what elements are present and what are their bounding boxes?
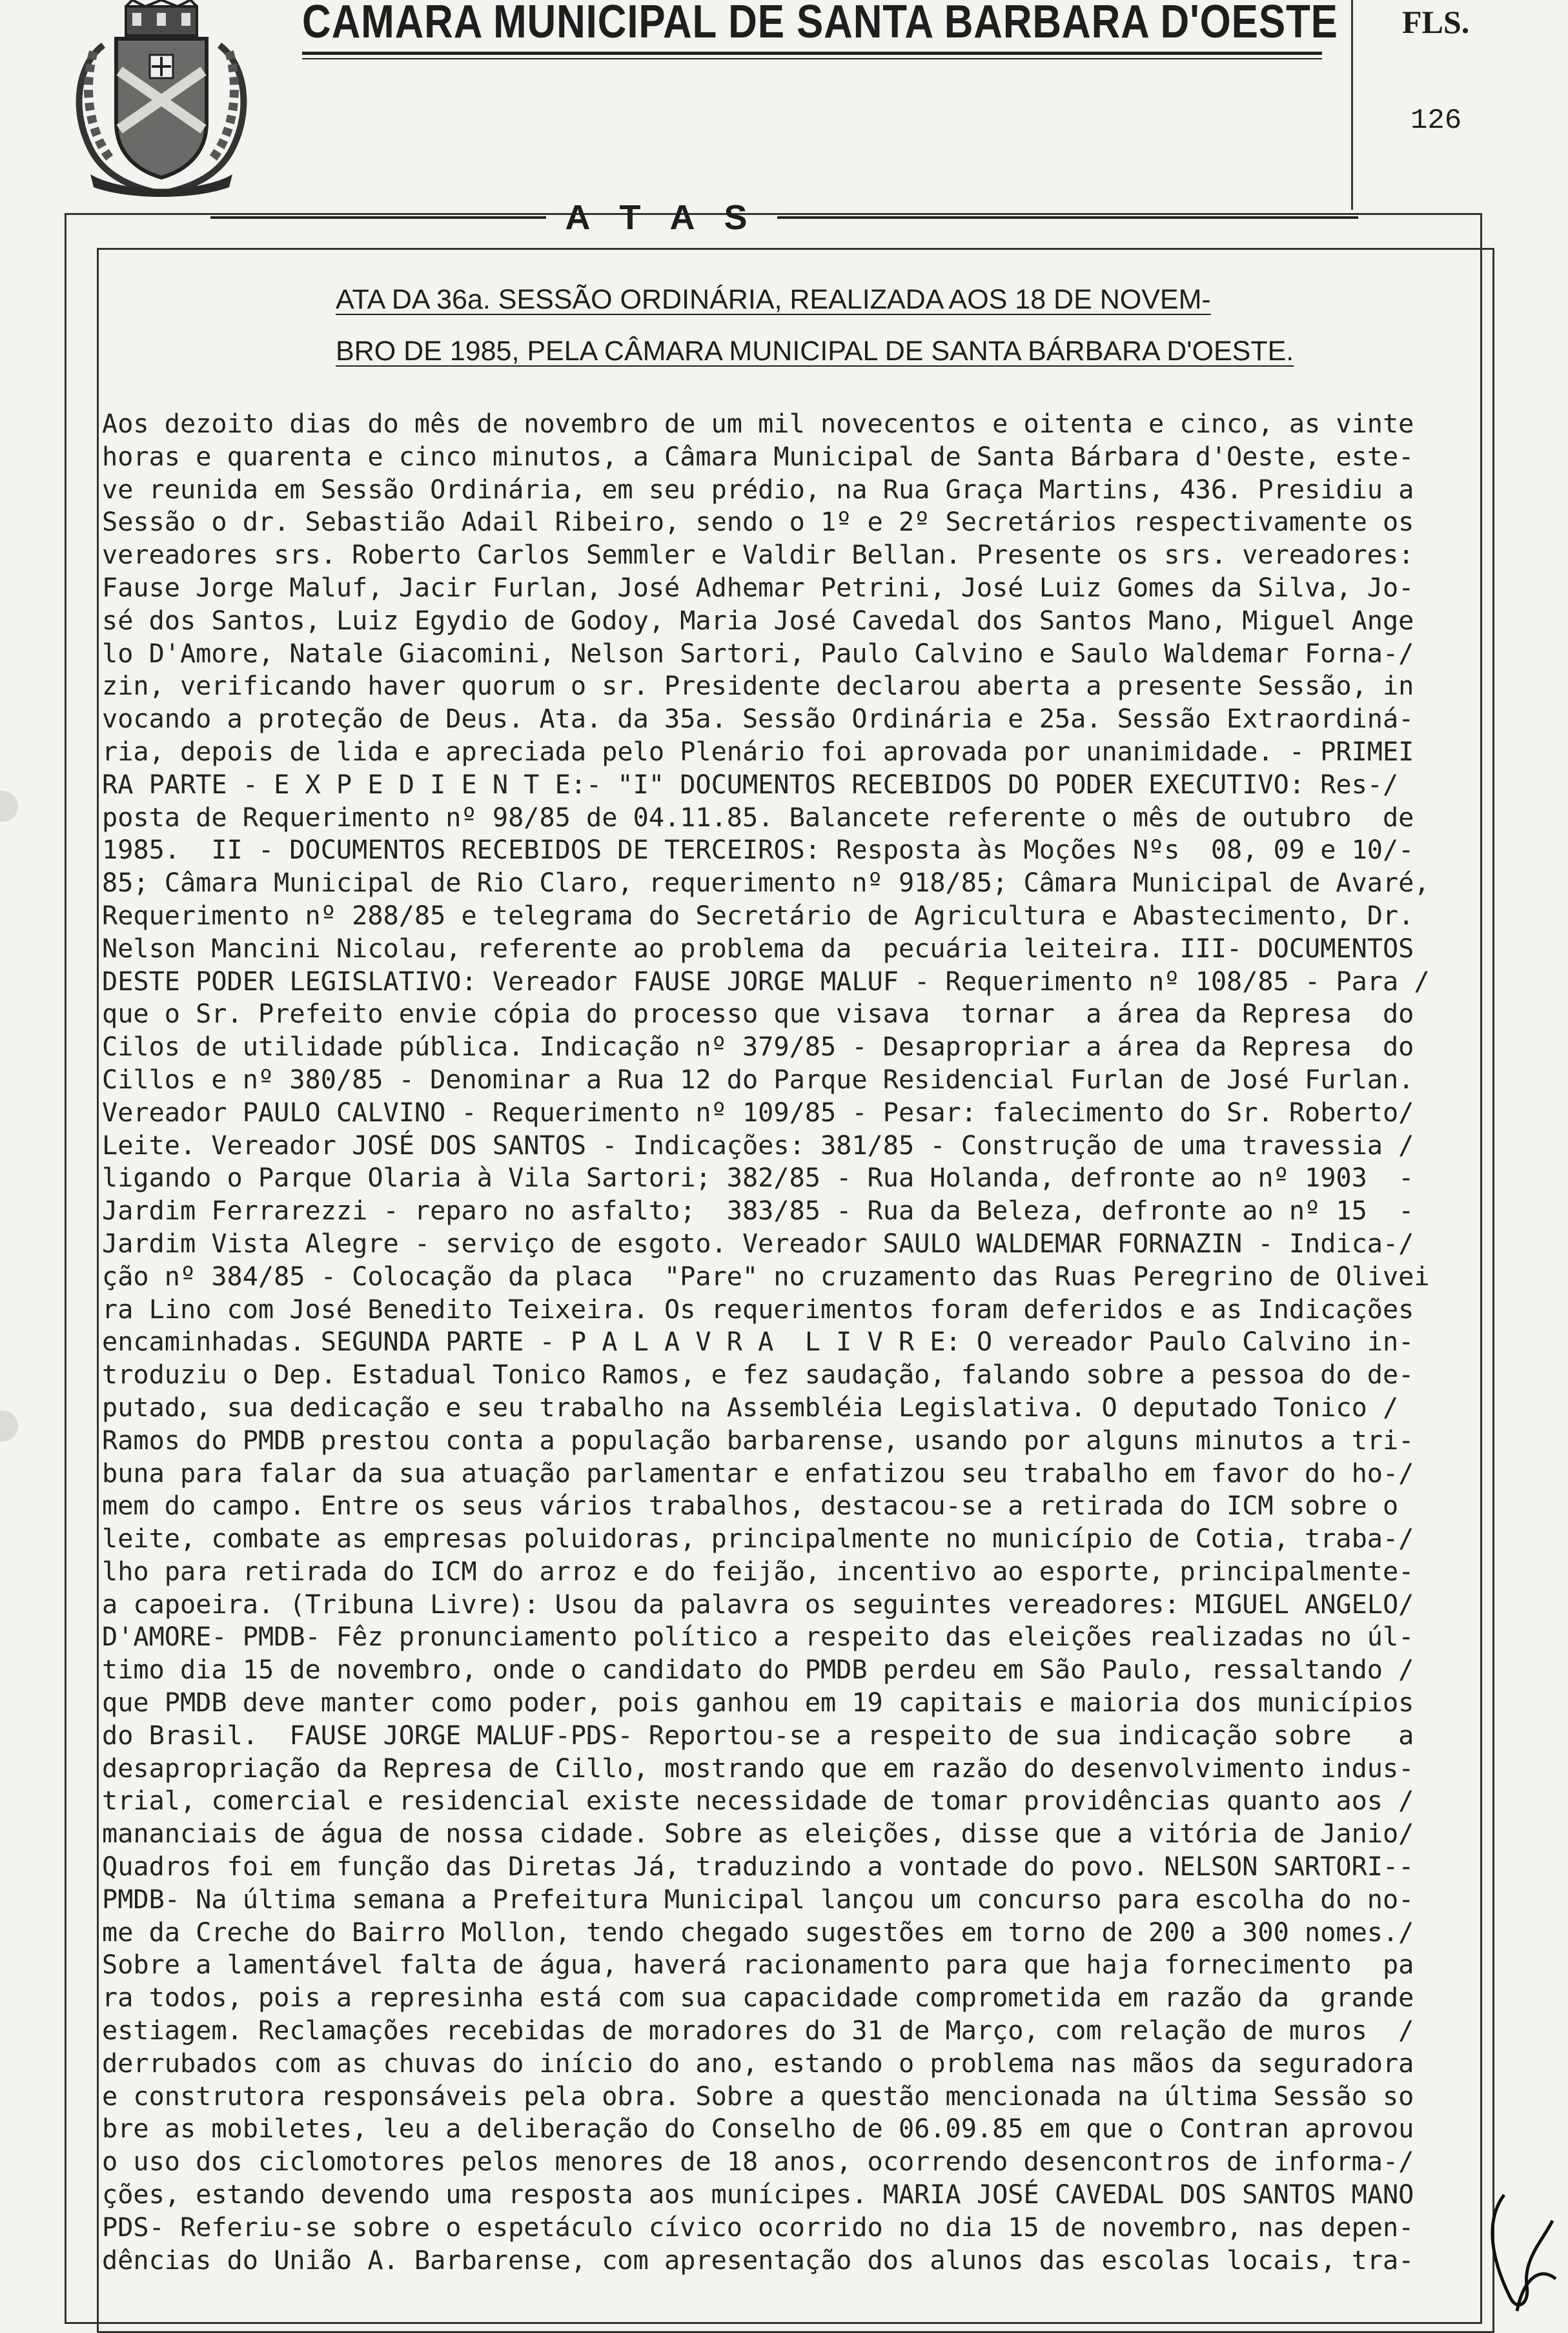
minutes-line: Aos dezoito dias do mês de novembro de um mil novecentos e oitenta e cinco, as vinte xyxy=(102,409,1414,439)
municipal-crest-icon xyxy=(65,0,258,197)
minutes-line: lho para retirada do ICM do arroz e do feijão, incentivo ao esporte, principalmente- xyxy=(102,1556,1414,1587)
minutes-line: PDS- Referiu-se sobre o espetáculo cívico ocorrido no dia 15 de novembro, nas depen- xyxy=(102,2212,1414,2243)
handwritten-signature xyxy=(1478,2182,1562,2316)
minutes-line: que PMDB deve manter como poder, pois ganhou em 19 capitais e maioria dos municípios xyxy=(102,1688,1414,1718)
section-title-text: A T A S xyxy=(565,198,758,237)
minutes-line: e construtora responsáveis pela obra. Sobre a questão mencionada na última Sessão so xyxy=(102,2081,1414,2112)
minutes-line: Nelson Mancini Nicolau, referente ao problema da pecuária leiteira. III- DOCUMENTOS xyxy=(102,933,1414,964)
minutes-heading-line: ATA DA 36a. SESSÃO ORDINÁRIA, REALIZADA AOS 18 DE NOVEM- xyxy=(336,284,1211,315)
minutes-line: Ramos do PMDB prestou conta a população barbarense, usando por alguns minutos a tri- xyxy=(102,1425,1414,1456)
minutes-line: trial, comercial e residencial existe necessidade de tomar providências quanto aos / xyxy=(102,1786,1414,1817)
minutes-line: Sessão o dr. Sebastião Adail Ribeiro, sendo o 1º e 2º Secretários respectivamente os xyxy=(102,507,1414,538)
header-divider xyxy=(1351,0,1353,210)
minutes-line: PMDB- Na última semana a Prefeitura Municipal lançou um concurso para escolha do no- xyxy=(102,1884,1414,1915)
minutes-line: Quadros foi em função das Diretas Já, traduzindo a vontade do povo. NELSON SARTORI-- xyxy=(102,1852,1414,1882)
section-rule-right xyxy=(777,216,1358,219)
minutes-line: estiagem. Reclamações recebidas de moradores do 31 de Março, com relação de muros / xyxy=(102,2016,1414,2046)
chamber-name-header: CAMARA MUNICIPAL DE SANTA BARBARA D'OESTE xyxy=(302,0,1338,48)
minutes-line: Cilos de utilidade pública. Indicação nº 379/85 - Desapropriar a área da Represa do xyxy=(102,1032,1414,1063)
minutes-heading xyxy=(336,274,1317,377)
minutes-line: vereadores srs. Roberto Carlos Semmler e Valdir Bellan. Presente os srs. vereadores: xyxy=(102,540,1414,571)
minutes-line: lo D'Amore, Natale Giacomini, Nelson Sartori, Paulo Calvino e Saulo Waldemar Forna-/ xyxy=(102,638,1414,669)
minutes-line: ligando o Parque Olaria à Vila Sartori; 382/85 - Rua Holanda, defronte ao nº 1903 - xyxy=(102,1163,1414,1194)
minutes-line: posta de Requerimento nº 98/85 de 04.11.85. Balancete referente o mês de outubro de xyxy=(102,802,1414,833)
minutes-line: mananciais de água de nossa cidade. Sobre as eleições, disse que a vitória de Janio/ xyxy=(102,1819,1414,1849)
minutes-line: Fause Jorge Maluf, Jacir Furlan, José Adhemar Petrini, José Luiz Gomes da Silva, Jo- xyxy=(102,573,1414,603)
minutes-line: troduziu o Dep. Estadual Tonico Ramos, e fez saudação, falando sobre a pessoa do de- xyxy=(102,1360,1414,1391)
minutes-line: D'AMORE- PMDB- Fêz pronunciamento político a respeito das eleições realizadas no úl- xyxy=(102,1622,1414,1653)
minutes-line: ções, estando devendo uma resposta aos munícipes. MARIA JOSÉ CAVEDAL DOS SANTOS MANO xyxy=(102,2180,1414,2210)
minutes-line: vocando a proteção de Deus. Ata. da 35a. Sessão Ordinária e 25a. Sessão Extraordiná- xyxy=(102,704,1414,735)
minutes-line: Requerimento nº 288/85 e telegrama do Secretário de Agricultura e Abastecimento, Dr. xyxy=(102,901,1414,931)
section-title xyxy=(0,198,1568,237)
minutes-line: timo dia 15 de novembro, onde o candidato do PMDB perdeu em São Paulo, ressaltando / xyxy=(102,1655,1414,1686)
minutes-line: me da Creche do Bairro Mollon, tendo chegado sugestões em torno de 200 a 300 nomes./ xyxy=(102,1917,1414,1948)
minutes-line: 85; Câmara Municipal de Rio Claro, requerimento nº 918/85; Câmara Municipal de Avaré, xyxy=(102,868,1430,899)
minutes-line: horas e quarenta e cinco minutos, a Câmara Municipal de Santa Bárbara d'Oeste, este- xyxy=(102,442,1414,472)
minutes-line: Sobre a lamentável falta de água, haverá racionamento para que haja fornecimento pa xyxy=(102,1950,1414,1981)
minutes-line: Jardim Vista Alegre - serviço de esgoto. Vereador SAULO WALDEMAR FORNAZIN - Indica-/ xyxy=(102,1228,1414,1259)
minutes-line: sé dos Santos, Luiz Egydio de Godoy, Maria José Cavedal dos Santos Mano, Miguel Ange xyxy=(102,606,1414,636)
minutes-line: putado, sua dedicação e seu trabalho na Assembléia Legislativa. O deputado Tonico / xyxy=(102,1392,1399,1423)
minutes-line: ria, depois de lida e apreciada pelo Plenário foi aprovada por unanimidade. - PRIMEI xyxy=(102,737,1414,767)
section-rule-left xyxy=(210,216,546,219)
minutes-line: ve reunida em Sessão Ordinária, em seu prédio, na Rua Graça Martins, 436. Presidiu a xyxy=(102,474,1414,505)
header-underline xyxy=(302,52,1322,55)
minutes-line: DESTE PODER LEGISLATIVO: Vereador FAUSE JORGE MALUF - Requerimento nº 108/85 - Para / xyxy=(102,966,1430,997)
minutes-line: a capoeira. (Tribuna Livre): Usou da palavra os seguintes vereadores: MIGUEL ANGELO/ xyxy=(102,1589,1414,1620)
minutes-line: Jardim Ferrarezzi - reparo no asfalto; 383/85 - Rua da Beleza, defronte ao nº 15 - xyxy=(102,1196,1414,1227)
minutes-line: do Brasil. FAUSE JORGE MALUF-PDS- Reportou-se a respeito de sua indicação sobre a xyxy=(102,1720,1414,1751)
minutes-body xyxy=(102,408,1483,2277)
minutes-line: zin, verificando haver quorum o sr. Presidente declarou aberta a presente Sessão, in xyxy=(102,671,1414,702)
minutes-heading-line: BRO DE 1985, PELA CÂMARA MUNICIPAL DE SANTA BÁRBARA D'OESTE. xyxy=(336,336,1294,367)
minutes-line: leite, combate as empresas poluidoras, principalmente no município de Cotia, traba-/ xyxy=(102,1524,1414,1554)
minutes-line: Leite. Vereador JOSÉ DOS SANTOS - Indicações: 381/85 - Construção de uma travessia / xyxy=(102,1130,1414,1161)
minutes-line: que o Sr. Prefeito envie cópia do processo que visava tornar a área da Represa do xyxy=(102,999,1414,1030)
minutes-line: encaminhadas. SEGUNDA PARTE - P A L A V R A L I V R E: O vereador Paulo Calvino in- xyxy=(102,1327,1414,1358)
minutes-line: ção nº 384/85 - Colocação da placa "Pare" no cruzamento das Ruas Peregrino de Olivei xyxy=(102,1261,1430,1292)
minutes-line: Vereador PAULO CALVINO - Requerimento nº 109/85 - Pesar: falecimento do Sr. Roberto/ xyxy=(102,1097,1414,1128)
folio-label: FLS. xyxy=(1402,4,1470,40)
minutes-line: o uso dos ciclomotores pelos menores de 18 anos, ocorrendo desencontros de informa-/ xyxy=(102,2147,1414,2177)
minutes-line: desapropriação da Represa de Cillo, mostrando que em razão do desenvolvimento indus- xyxy=(102,1753,1414,1784)
minutes-line: ra todos, pois a represinha está com sua capacidade comprometida em razão da grande xyxy=(102,1983,1414,2013)
minutes-line: dências do União A. Barbarense, com apresentação dos alunos das escolas locais, tra- xyxy=(102,2245,1414,2276)
minutes-line: mem do campo. Entre os seus vários trabalhos, destacou-se a retirada do ICM sobre o xyxy=(102,1491,1399,1522)
minutes-line: bre as mobiletes, leu a deliberação do Conselho de 06.09.85 em que o Contran aprovou xyxy=(102,2114,1414,2145)
minutes-line: derrubados com as chuvas do início do ano, estando o problema nas mãos da seguradora xyxy=(102,2048,1414,2079)
header-underline-thin xyxy=(302,58,1322,59)
minutes-line: buna para falar da sua atuação parlamentar e enfatizou seu trabalho em favor do ho-/ xyxy=(102,1458,1414,1489)
minutes-line: Cillos e nº 380/85 - Denominar a Rua 12 do Parque Residencial Furlan de José Furlan. xyxy=(102,1065,1414,1095)
punch-hole xyxy=(0,1411,18,1442)
punch-hole xyxy=(0,791,18,822)
minutes-line: RA PARTE - E X P E D I E N T E:- "I" DOCUMENTOS RECEBIDOS DO PODER EXECUTIVO: Res-/ xyxy=(102,769,1399,800)
folio-number: 126 xyxy=(1410,105,1462,137)
minutes-line: ra Lino com José Benedito Teixeira. Os requerimentos foram deferidos e as Indicações xyxy=(102,1294,1414,1325)
minutes-line: 1985. II - DOCUMENTOS RECEBIDOS DE TERCEIROS: Resposta às Moções Nºs 08, 09 e 10/- xyxy=(102,835,1414,866)
